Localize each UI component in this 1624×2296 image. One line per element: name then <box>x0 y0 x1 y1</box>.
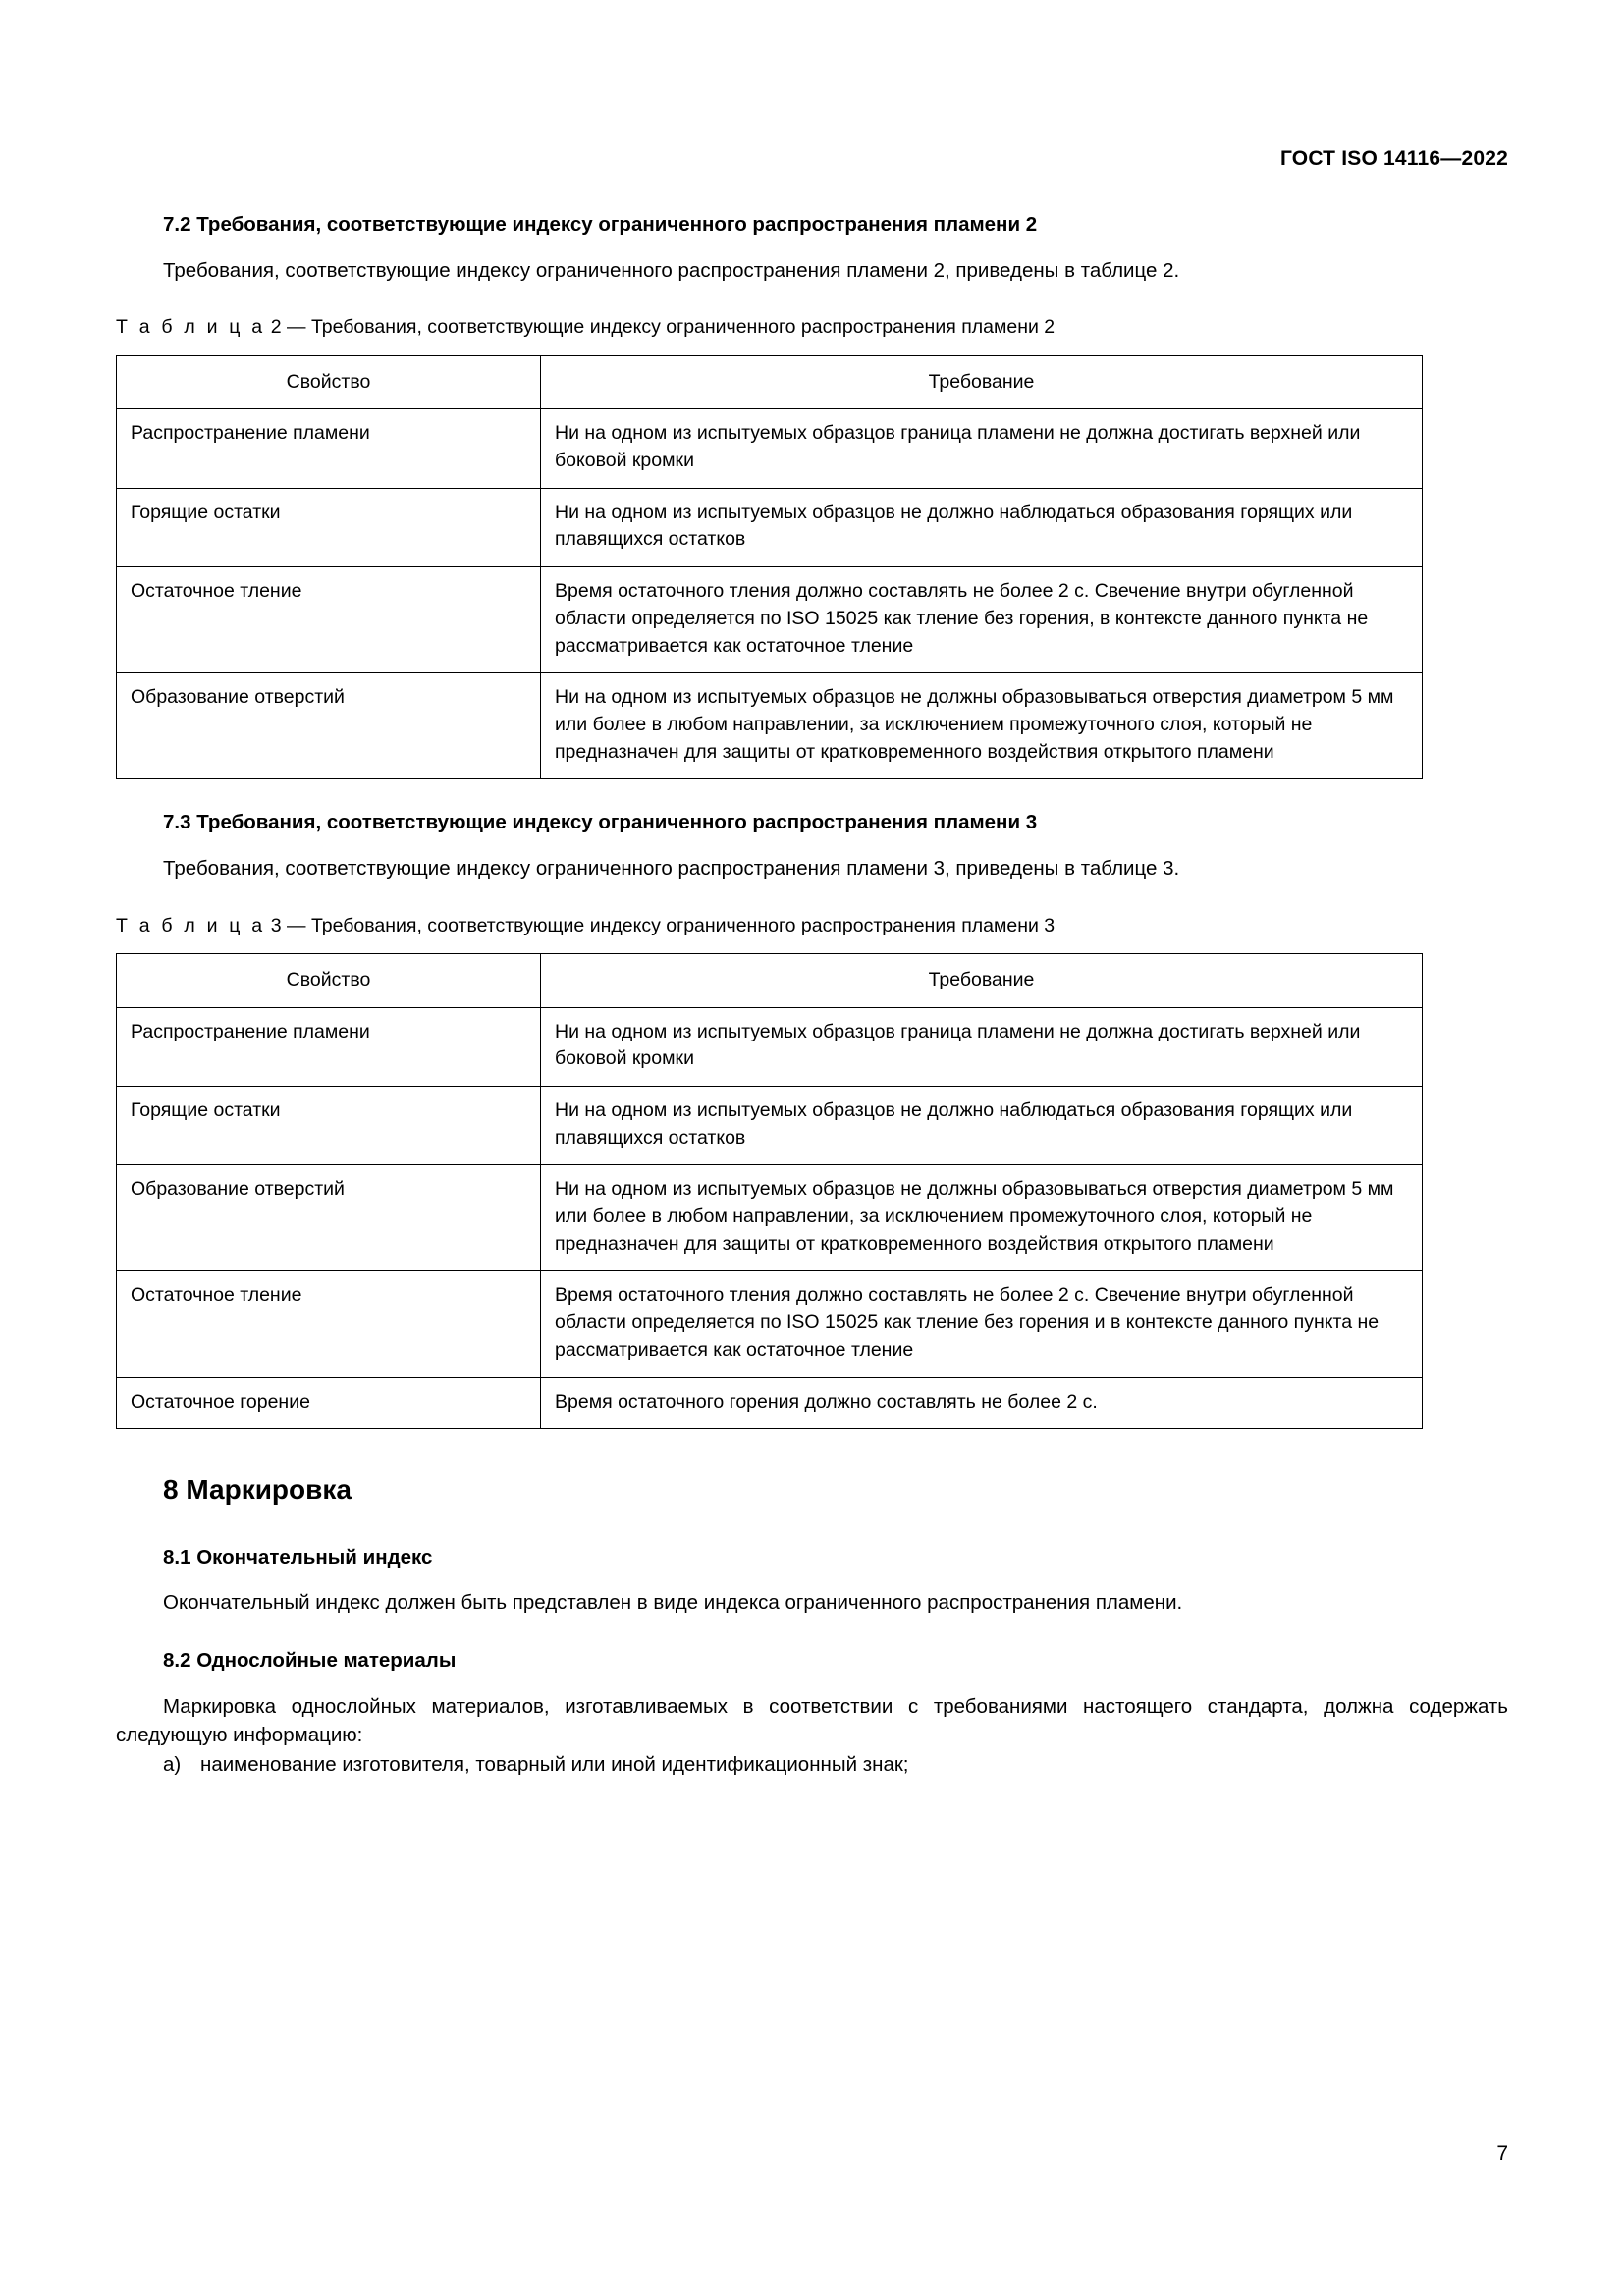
table-2-header-row <box>117 355 1423 409</box>
table-row <box>117 1007 1423 1086</box>
table-2-col-requirement: Требование <box>541 355 1423 409</box>
table-3-header-row <box>117 953 1423 1007</box>
table-row <box>117 673 1423 779</box>
page-number: 7 <box>1496 2142 1508 2164</box>
table-row <box>117 409 1423 488</box>
table-2-row-2-requirement: Время остаточного тления должно составлять не более 2 с. Свечение внутри обугленной области определяется по ISO 15025 как тление без горения, в контексте данного пункта не рассматривается как остаточное тление <box>541 567 1423 673</box>
table-2-row-3-requirement: Ни на одном из испытуемых образцов не должны образовываться отверстия диаметром 5 мм или более в любом направлении, за исключением промежуточного слоя, который не предназначен для защиты от кратковременного воздействия открытого пламени <box>541 673 1423 779</box>
table-2-row-0-requirement: Ни на одном из испытуемых образцов граница пламени не должна достигать верхней или боковой кромки <box>541 409 1423 488</box>
table-row <box>117 567 1423 673</box>
table-3-col-requirement: Требование <box>541 953 1423 1007</box>
table-3-row-3-requirement: Время остаточного тления должно составлять не более 2 с. Свечение внутри обугленной области определяется по ISO 15025 как тление без горения и в контексте данного пункта не рассматривается как остаточное тление <box>541 1271 1423 1377</box>
section-8-heading: 8 Маркировка <box>163 1474 352 1506</box>
table-3-row-0-requirement: Ни на одном из испытуемых образцов граница пламени не должна достигать верхней или боковой кромки <box>541 1007 1423 1086</box>
table-3-row-3-property: Остаточное тление <box>117 1271 541 1377</box>
table-2-row-1-requirement: Ни на одном из испытуемых образцов не должно наблюдаться образования горящих или плавящихся остатков <box>541 488 1423 566</box>
table-2-row-1-property: Горящие остатки <box>117 488 541 566</box>
table-3-row-1-property: Горящие остатки <box>117 1087 541 1165</box>
clause-7-3-heading: 7.3 Требования, соответствующие индексу ограниченного распространения пламени 3 <box>163 811 1038 834</box>
clause-8-1-heading: 8.1 Окончательный индекс <box>163 1545 433 1569</box>
clause-7-2-paragraph: Требования, соответствующие индексу ограниченного распространения пламени 2, приведены в таблице 2. <box>163 258 1180 282</box>
table-2-row-3-property: Образование отверстий <box>117 673 541 779</box>
clause-7-2-heading: 7.2 Требования, соответствующие индексу ограниченного распространения пламени 2 <box>163 213 1038 236</box>
list-item-marker: a) <box>163 1753 182 1777</box>
table-3-caption-number: 3 <box>270 914 282 936</box>
table-3-row-4-requirement: Время остаточного горения должно составлять не более 2 с. <box>541 1377 1423 1429</box>
table-row <box>117 1165 1423 1271</box>
table-3-caption <box>116 913 1508 939</box>
clause-8-2-paragraph: Маркировка однослойных материалов, изготавливаемых в соответствии с требованиями настоящего стандарта, должна содержать следующую информацию: <box>116 1694 1508 1747</box>
table-3-caption-label: Т а б л и ц а <box>116 914 266 936</box>
table-2-caption <box>116 314 1508 341</box>
table-2-col-property: Свойство <box>117 355 541 409</box>
table-row <box>117 1377 1423 1429</box>
table-row <box>117 1087 1423 1165</box>
list-item <box>116 1750 1508 1780</box>
table-2-row-2-property: Остаточное тление <box>117 567 541 673</box>
clause-7-3-paragraph: Требования, соответствующие индексу ограниченного распространения пламени 3, приведены в таблице 3. <box>163 856 1180 880</box>
table-3-caption-text: — Требования, соответствующие индексу ограниченного распространения пламени 3 <box>287 914 1056 936</box>
table-2-row-0-property: Распространение пламени <box>117 409 541 488</box>
clause-8-2-heading: 8.2 Однослойные материалы <box>163 1648 457 1672</box>
table-3-row-4-property: Остаточное горение <box>117 1377 541 1429</box>
table-3-row-2-property: Образование отверстий <box>117 1165 541 1271</box>
table-3-row-1-requirement: Ни на одном из испытуемых образцов не должно наблюдаться образования горящих или плавящихся остатков <box>541 1087 1423 1165</box>
table-2-caption-number: 2 <box>270 316 282 339</box>
table-row <box>117 1271 1423 1377</box>
table-3 <box>116 953 1423 1429</box>
table-3-row-0-property: Распространение пламени <box>117 1007 541 1086</box>
table-2 <box>116 355 1423 780</box>
page-content <box>116 211 1508 1780</box>
table-2-caption-label: Т а б л и ц а <box>116 316 266 339</box>
page-header: ГОСТ ISO 14116—2022 <box>1279 147 1508 170</box>
table-2-caption-text: — Требования, соответствующие индексу ограниченного распространения пламени 2 <box>287 316 1056 339</box>
table-3-col-property: Свойство <box>117 953 541 1007</box>
list-item-text: наименование изготовителя, товарный или иной идентификационный знак; <box>200 1753 909 1777</box>
table-3-row-2-requirement: Ни на одном из испытуемых образцов не должны образовываться отверстия диаметром 5 мм или более в любом направлении, за исключением промежуточного слоя, который не предназначен для защиты от кратковременного воздействия открытого пламени <box>541 1165 1423 1271</box>
table-row <box>117 488 1423 566</box>
clause-8-1-paragraph: Окончательный индекс должен быть представлен в виде индекса ограниченного распространения пламени. <box>163 1591 1183 1615</box>
